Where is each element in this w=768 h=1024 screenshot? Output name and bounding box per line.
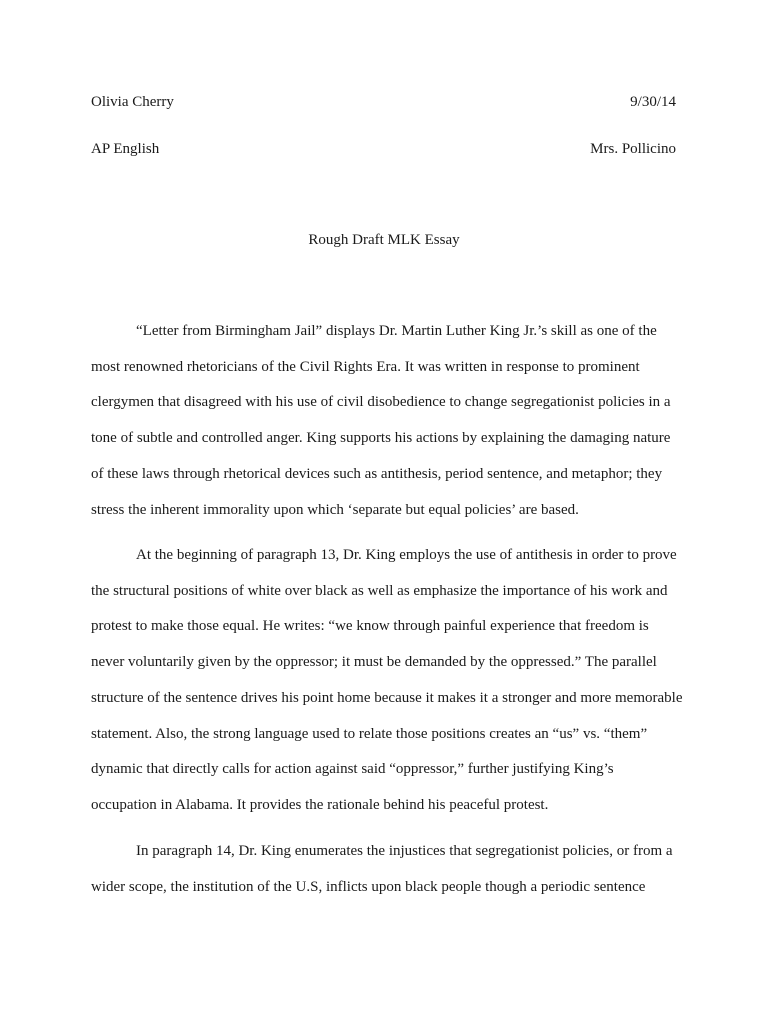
essay-date: 9/30/14 (630, 94, 676, 110)
paragraph-1: “Letter from Birmingham Jail” displays Dr. Martin Luther King Jr.’s skill as one of the most renowned rhetoricians of the Civil Rights Era. It was written in response to prominent clergymen that disagreed with his use of civil disobedience to change segregationist policies in a tone of subtle and controlled anger. King supports his actions by explaining the damaging nature of these laws through rhetorical devices such as antithesis, period sentence, and metaphor; they stress the inherent immorality upon which ‘separate but equal policies’ are based. (91, 323, 671, 518)
essay-title: Rough Draft MLK Essay (308, 232, 460, 248)
header-row-2 (91, 140, 676, 158)
author-name: Olivia Cherry (91, 94, 174, 110)
header-row-1 (91, 93, 676, 111)
course-name: AP English (91, 141, 160, 157)
teacher-name: Mrs. Pollicino (590, 141, 676, 157)
paragraph-3: In paragraph 14, Dr. King enumerates the injustices that segregationist policies, or from a wider scope, the institution of the U.S, inflicts upon black people though a periodic sentence (91, 843, 673, 895)
paragraph-2: At the beginning of paragraph 13, Dr. King employs the use of antithesis in order to prove the structural positions of white over black as well as emphasize the importance of his work and protest to make those equal. He writes: “we know through painful experience that freedom is never voluntarily given by the oppressor; it must be demanded by the oppressed.” The parallel structure of the sentence drives his point home because it makes it a stronger and more memorable statement. Also, the strong language used to relate those positions creates an “us” vs. “them” dynamic that directly calls for action against said “oppressor,” further justifying King’s occupation in Alabama. It provides the rationale behind his peaceful protest. (91, 547, 683, 813)
